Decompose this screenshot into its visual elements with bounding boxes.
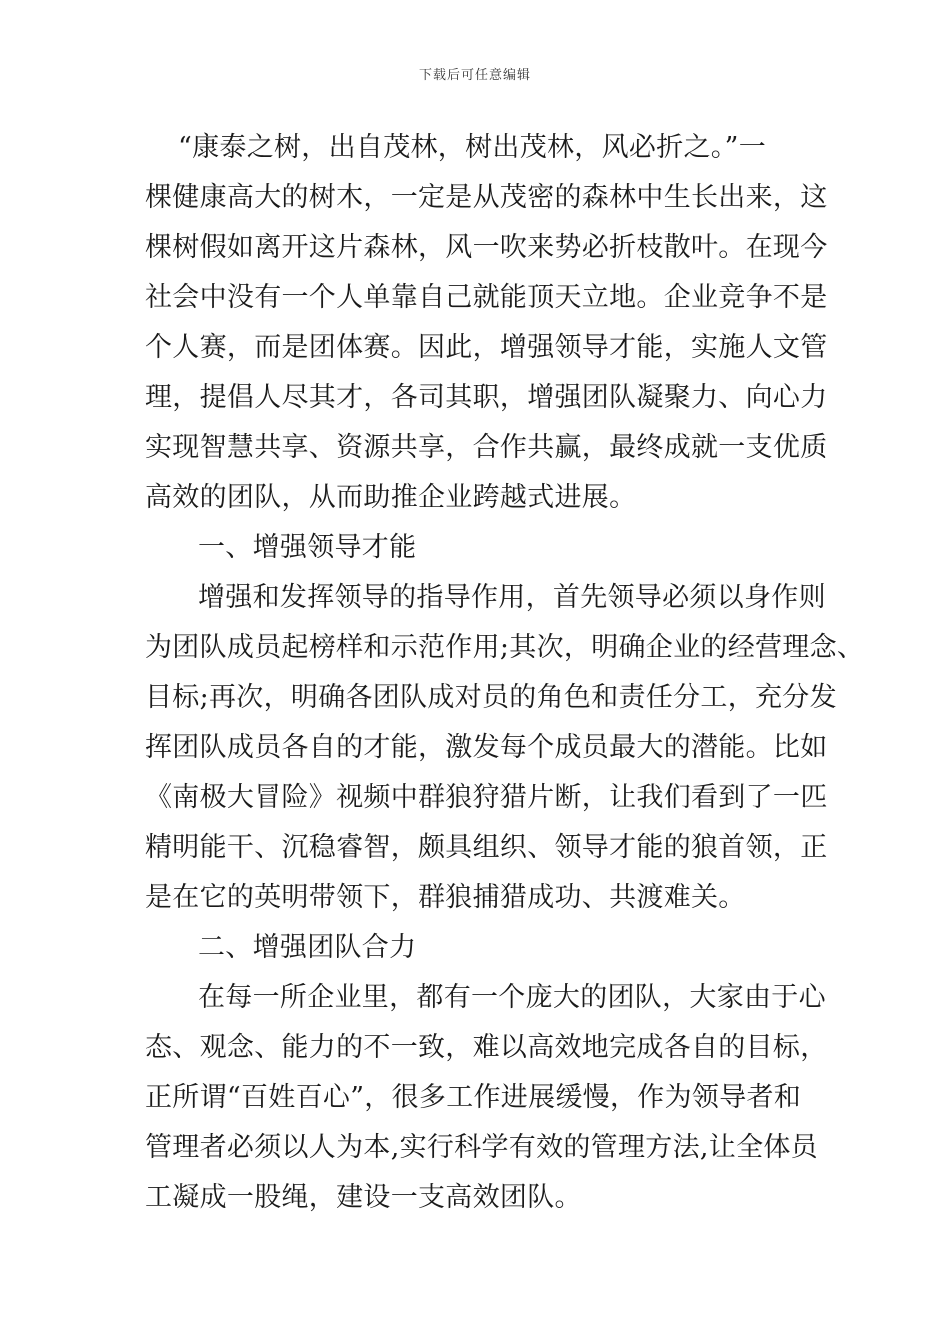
text-line: 目标;再次，明确各团队成对员的角色和责任分工，充分发: [145, 682, 837, 713]
text-line: 增强和发挥领导的指导作用，首先领导必须以身作则: [198, 582, 826, 613]
text-line: 理，提倡人尽其才，各司其职，增强团队凝聚力、向心力: [145, 382, 828, 413]
document-body: [145, 123, 865, 1223]
text-line: 《南极大冒险》视频中群狼狩猎片断，让我们看到了一匹: [145, 782, 828, 813]
text-line: “康泰之树，出自茂林，树出茂林，风必折之。”一: [178, 132, 767, 163]
text-line: 态、观念、能力的不一致，难以高效地完成各自的目标，: [145, 1032, 828, 1063]
text-line: 管理者必须以人为本,实行科学有效的管理方法,让全体员: [145, 1132, 818, 1163]
text-line: 为团队成员起榜样和示范作用;其次，明确企业的经营理念、: [145, 632, 865, 663]
text-line: 棵健康高大的树木，一定是从茂密的森林中生长出来，这: [145, 182, 828, 213]
text-line: 社会中没有一个人单靠自己就能顶天立地。企业竞争不是: [145, 282, 828, 313]
text-line: 棵树假如离开这片森林，风一吹来势必折枝散叶。在现今: [145, 232, 828, 263]
text-line: 精明能干、沉稳睿智，颇具组织、领导才能的狼首领，正: [145, 832, 828, 863]
text-line: 实现智慧共享、资源共享，合作共赢，最终成就一支优质: [145, 432, 828, 463]
text-line: 高效的团队，从而助推企业跨越式进展。: [145, 482, 637, 513]
text-line: 在每一所企业里，都有一个庞大的团队，大家由于心: [198, 982, 826, 1013]
text-line: 正所谓“百姓百心”，很多工作进展缓慢，作为领导者和: [145, 1082, 802, 1113]
text-line: 二、增强团队合力: [198, 932, 417, 963]
text-line: 挥团队成员各自的才能，激发每个成员最大的潜能。比如: [145, 732, 828, 763]
page-header: 下载后可任意编辑: [418, 68, 531, 83]
text-line: 工凝成一股绳，建设一支高效团队。: [145, 1182, 582, 1213]
text-line: 一、增强领导才能: [198, 532, 417, 563]
text-line: 是在它的英明带领下，群狼捕猎成功、共渡难关。: [145, 882, 746, 913]
text-line: 个人赛，而是团体赛。因此，增强领导才能，实施人文管: [145, 332, 828, 363]
